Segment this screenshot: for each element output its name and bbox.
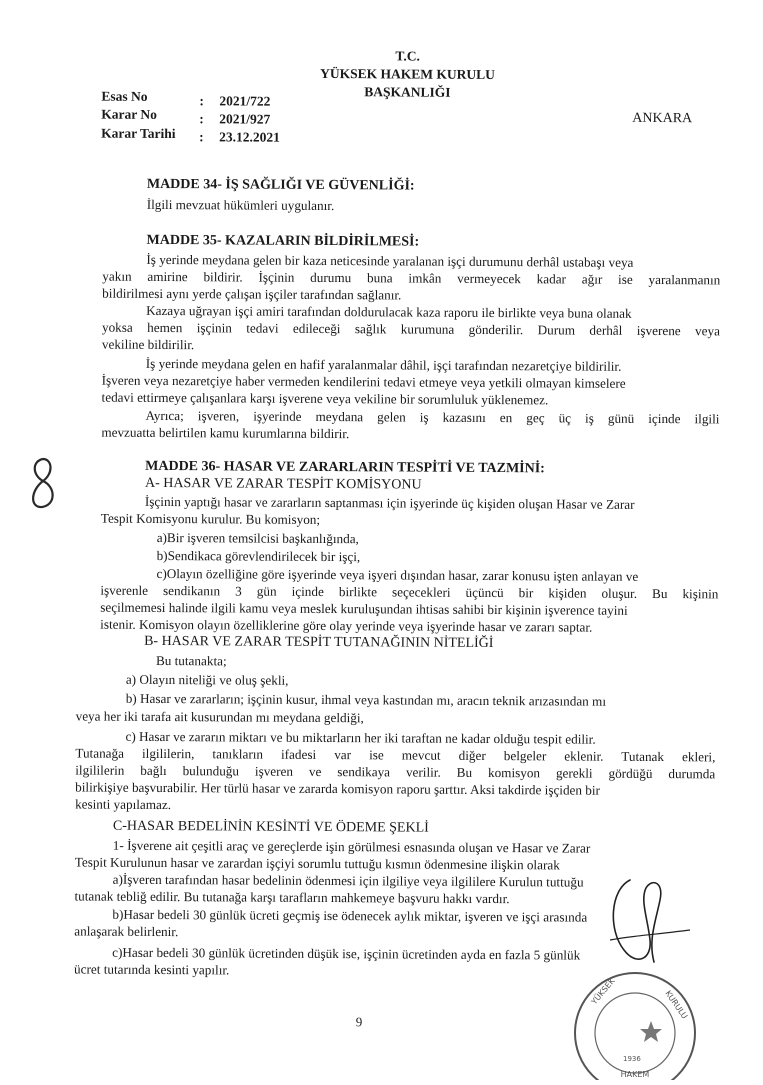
article-35-line: Ayrıca; işveren, işyerinde meydana gelen iş kazasını en geç üç iş günü içinde ilgili (145, 407, 720, 427)
signature-icon (590, 870, 710, 980)
article-36-line: Tutanağa ilgililerin, tanıkların ifadesi var ise mevcut diğer belgeler eklenir. Tutanak ekleri, (75, 745, 716, 765)
esas-label: Esas No (101, 88, 148, 104)
header-line-3: BAŞKANLIĞI (364, 84, 451, 100)
article-35-line: Kazaya uğrayan işçi amiri tarafından doldurulacak kaza raporu ile birlikte veya buna olanak (146, 302, 632, 321)
tarih-value: 23.12.2021 (219, 129, 280, 145)
city-label: ANKARA (632, 110, 693, 127)
article-36-line: Tespit Kurulunun hasar ve zarardan işçiyi sorumlu tuttuğu kısmın ödenmesine ilişkin olarak (74, 854, 560, 873)
article-36-line: b)Hasar bedeli 30 günlük ücreti geçmiş ise ödenecek aylık miktar, işveren ve işçi arasında (112, 906, 588, 925)
article-35-line: bildirilmesi aynı yerde çalışan işçiler tarafından sağlanır. (102, 285, 402, 303)
page-number: 9 (355, 1014, 363, 1030)
article-36-line: b) Hasar ve zararların; işçinin kusur, ihmal veya kastından mı, aracın teknik arızasından mı (125, 690, 607, 709)
article-34-text: İlgili mevzuat hükümleri uygulanır. (146, 196, 335, 214)
karar-sep: : (199, 111, 204, 127)
article-34-title: MADDE 34- İŞ SAĞLIĞI VE GÜVENLİĞİ: (146, 176, 415, 194)
karar-value: 2021/927 (219, 111, 271, 127)
article-35-line: tedavi ettirmeye çalışanlara karşı işverene veya vekiline bir sorumluluk yüklenemez. (101, 389, 549, 408)
article-36-line: a)Bir işveren temsilcisi başkanlığında, (156, 529, 359, 547)
header-line-2: YÜKSEK HAKEM KURULU (320, 65, 495, 83)
article-35-line: İşveren veya nezaretçiye haber vermeden kendilerini tedavi etmeye veya yetkili olmayan kimselere (101, 372, 626, 391)
article-36-title: MADDE 36- HASAR VE ZARARLARIN TESPİTİ VE TAZMİNİ: (145, 458, 545, 477)
article-36-line: b)Sendikaca görevlendirilecek bir işçi, (156, 547, 361, 565)
esas-value: 2021/722 (219, 93, 271, 109)
karar-label: Karar No (101, 106, 157, 122)
svg-text:KURULU: KURULU (663, 988, 690, 1021)
section-b-title: B- HASAR VE ZARAR TESPİT TUTANAĞININ NİTELİĞİ (144, 633, 494, 652)
section-a-title: A- HASAR VE ZARAR TESPİT KOMİSYONU (145, 475, 422, 493)
esas-sep: : (199, 93, 204, 109)
article-36-line: seçilmemesi halinde ilgili kamu veya meslek kuruluşundan ihtisas sahibi bir kişinin işverence tayini (100, 599, 628, 618)
article-36-line: İşçinin yaptığı hasar ve zararların saptanması için işyerinde üç kişiden oluşan Hasar ve Zarar (144, 493, 635, 512)
official-seal-icon (565, 965, 700, 1080)
article-36-line: kesinti yapılamaz. (75, 796, 172, 813)
article-36-line: bilirkişiye başvurabilir. Her türlü hasar ve zararda komisyon raporu şarttır. Aksi takdirde işçiden bir (75, 779, 601, 798)
svg-text:YÜKSEK: YÜKSEK (589, 976, 617, 1007)
article-36-line: c) Hasar ve zararın miktarı ve bu miktarların her iki taraftan ne kadar olduğu tespit edilir. (125, 728, 596, 747)
article-35-line: yakın amirine bildirir. İşçinin durumu buna imkân vermeyecek kadar ağır ise yaralanmanın (102, 268, 721, 288)
article-35-title: MADDE 35- KAZALARIN BİLDİRİLMESİ: (146, 232, 420, 250)
article-35-line: yoksa hemen işçinin tedavi edileceği sağlık kurumuna gönderilir. Durum derhâl işverene veya (101, 319, 721, 339)
article-36-line: işverenle sendikanın 3 gün içinde birlikte seçecekleri üçüncü bir kişiden oluşur. Bu kişinin (100, 582, 719, 602)
article-36-line: tutanak tebliğ edilir. Bu tutanağa karşı tarafların mahkemeye başvuru hakkı vardır. (74, 888, 510, 907)
article-35-line: mevzuatta belirtilen kamu kurumlarına bildirir. (101, 424, 350, 442)
article-36-line: Bu tutanakta; (155, 652, 227, 669)
svg-text:HAKEM: HAKEM (620, 1070, 650, 1079)
article-36-line: a) Olayın niteliği ve oluş şekli, (125, 671, 289, 688)
article-36-line: Tespit Komisyonu kurulur. Bu komisyon; (100, 510, 321, 527)
article-36-line: istenir. Komisyon olayın özelliklerine göre olay yerinde veya işyerinde hasar ve zararı saptar. (100, 616, 593, 635)
article-35-line: İş yerinde meydana gelen bir kaza neticesinde yaralanan işçi durumunu derhâl ustabaşı veya (146, 251, 634, 270)
tarih-sep: : (199, 129, 204, 145)
article-36-line: c)Hasar bedeli 30 günlük ücretinden düşük ise, işçinin ücretinden ayda en fazla 5 günlük (112, 944, 581, 963)
article-36-line: ilgililerin bağlı bulunduğu işveren ve sendikaya verilir. Bu komisyon gerekli gördüğü durumda (75, 762, 716, 782)
article-35-line: İş yerinde meydana gelen en hafif yaralanmalar dâhil, işçi tarafından nezaretçiye bildirilir. (145, 355, 622, 374)
article-36-line: anlaşarak belirlenir. (74, 923, 179, 940)
tarih-label: Karar Tarihi (101, 125, 176, 142)
article-36-line: veya her iki tarafa ait kusurundan mı meydana geldiği, (75, 708, 364, 726)
handwritten-mark-icon (26, 455, 60, 511)
article-36-line: a)İşveren tarafından hasar bedelinin ödenmesi için ilgiliye veya ilgililere Kurulun tuttuğu (112, 871, 584, 890)
article-36-line: c)Olayın özelliğine göre işyerinde veya işyeri dışından hasar, zarar konusu işten anlayan ve (156, 565, 639, 584)
article-36-line: ücret tutarında kesinti yapılır. (74, 961, 230, 978)
article-36-line: 1- İşverene ait çeşitli araç ve gereçlerde işin görülmesi esnasında oluşan ve Hasar ve Zarar (112, 837, 591, 856)
header-line-1: T.C. (395, 48, 420, 64)
svg-text:1936: 1936 (623, 1055, 641, 1063)
article-35-line: vekiline bildirilir. (101, 336, 195, 353)
section-c-title: C-HASAR BEDELİNİN KESİNTİ VE ÖDEME ŞEKLİ (112, 818, 429, 836)
